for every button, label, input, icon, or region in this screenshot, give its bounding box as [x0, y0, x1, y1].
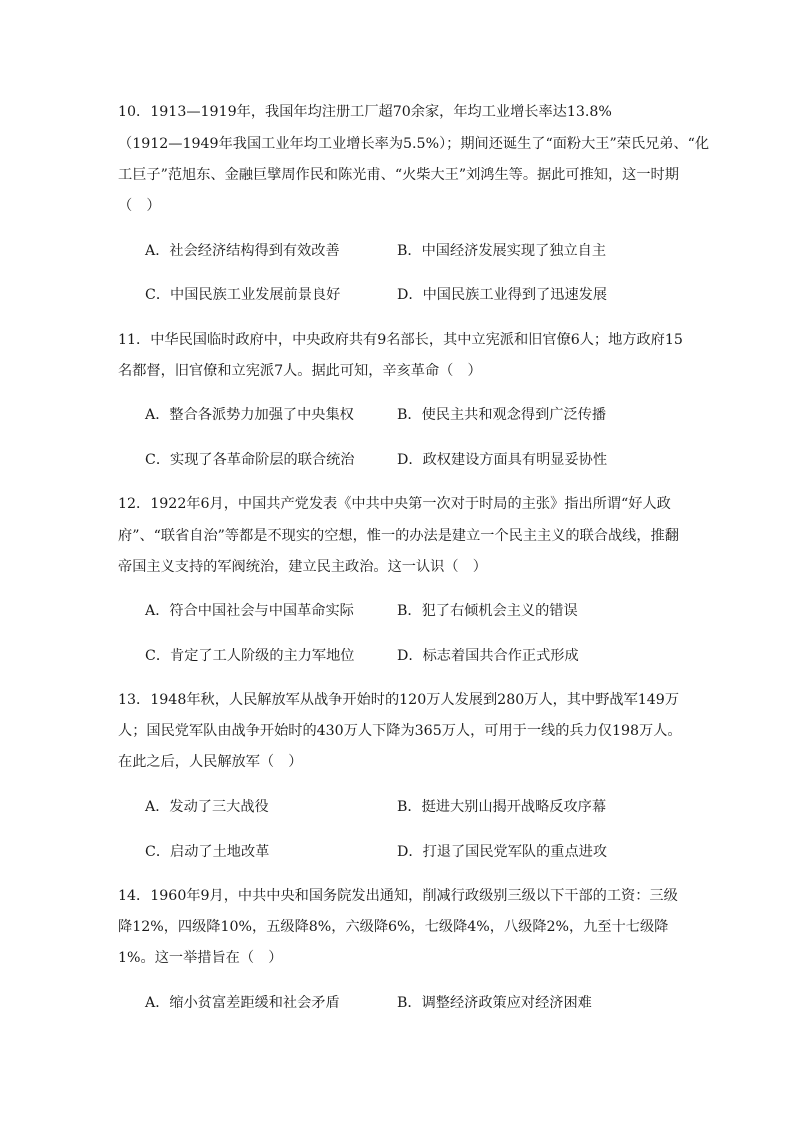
option-b: B．调整经济政策应对经济困难 [397, 995, 592, 1011]
option-b: B．使民主共和观念得到广泛传播 [397, 407, 607, 423]
question-stem-line: 人；国民党军队由战争开始时的430万人下降为365万人，可用于一线的兵力仅198万人。 [118, 723, 682, 739]
option-a: A．缩小贫富差距缓和社会矛盾 [145, 995, 340, 1011]
option-d: D．打退了国民党军队的重点进攻 [397, 844, 608, 860]
question-stem-line: 10．1913—1919年，我国年均注册工厂超70余家，年均工业增长率达13.8% [118, 104, 612, 120]
question-stem-line: 工巨子”范旭东、金融巨擘周作民和陈光甫、“火柴大王”刘鸿生等。据此可推知，这一时期 [118, 167, 679, 183]
question-stem-line: （ ） [118, 198, 161, 214]
question-stem-line: 名都督，旧官僚和立宪派7人。据此可知，辛亥革命（ ） [118, 363, 482, 379]
question-stem-line: （1912—1949年我国工业年均工业增长率为5.5%）；期间还诞生了“面粉大王”荣氏兄弟、“化 [118, 136, 710, 152]
question-stem-line: 13．1948年秋，人民解放军从战争开始时的120万人发展到280万人，其中野战军149万 [118, 692, 680, 708]
option-a: A．符合中国社会与中国革命实际 [145, 603, 354, 619]
option-c: C．实现了各革命阶层的联合统治 [145, 452, 355, 468]
option-c: C．中国民族工业发展前景良好 [145, 287, 341, 303]
question-stem-line: 降12%，四级降10%，五级降8%，六级降6%，七级降4%，八级降2%，九至十七级降 [118, 919, 669, 935]
question-stem-line: 11．中华民国临时政府中，中央政府共有9名部长，其中立宪派和旧官僚6人；地方政府15 [118, 332, 683, 348]
option-d: D．政权建设方面具有明显妥协性 [397, 452, 608, 468]
option-a: A．发动了三大战役 [145, 799, 269, 815]
option-d: D．中国民族工业得到了迅速发展 [397, 287, 608, 303]
question-stem-line: 1%。这一举措旨在（ ） [118, 950, 283, 966]
question-stem-line: 在此之后，人民解放军（ ） [118, 754, 303, 770]
question-stem-line: 帝国主义支持的军阀统治，建立民主政治。这一认识（ ） [118, 559, 487, 575]
option-b: B．挺进大别山揭开战略反攻序幕 [397, 799, 607, 815]
option-d: D．标志着国共合作正式形成 [397, 648, 579, 664]
option-c: C．肯定了工人阶级的主力军地位 [145, 648, 355, 664]
question-stem-line: 12．1922年6月，中国共产党发表《中共中央第一次对于时局的主张》指出所谓“好人政 [118, 496, 671, 512]
question-stem-line: 14．1960年9月，中共中央和国务院发出通知，削减行政级别三级以下干部的工资：三级 [118, 888, 678, 904]
option-b: B．犯了右倾机会主义的错误 [397, 603, 578, 619]
option-a: A．整合各派势力加强了中央集权 [145, 407, 354, 423]
question-stem-line: 府”、“联省自治”等都是不现实的空想，惟一的办法是建立一个民主主义的联合战线，推翻 [118, 528, 679, 544]
option-c: C．启动了土地改革 [145, 844, 270, 860]
option-a: A．社会经济结构得到有效改善 [145, 243, 340, 259]
option-b: B．中国经济发展实现了独立自主 [397, 243, 607, 259]
